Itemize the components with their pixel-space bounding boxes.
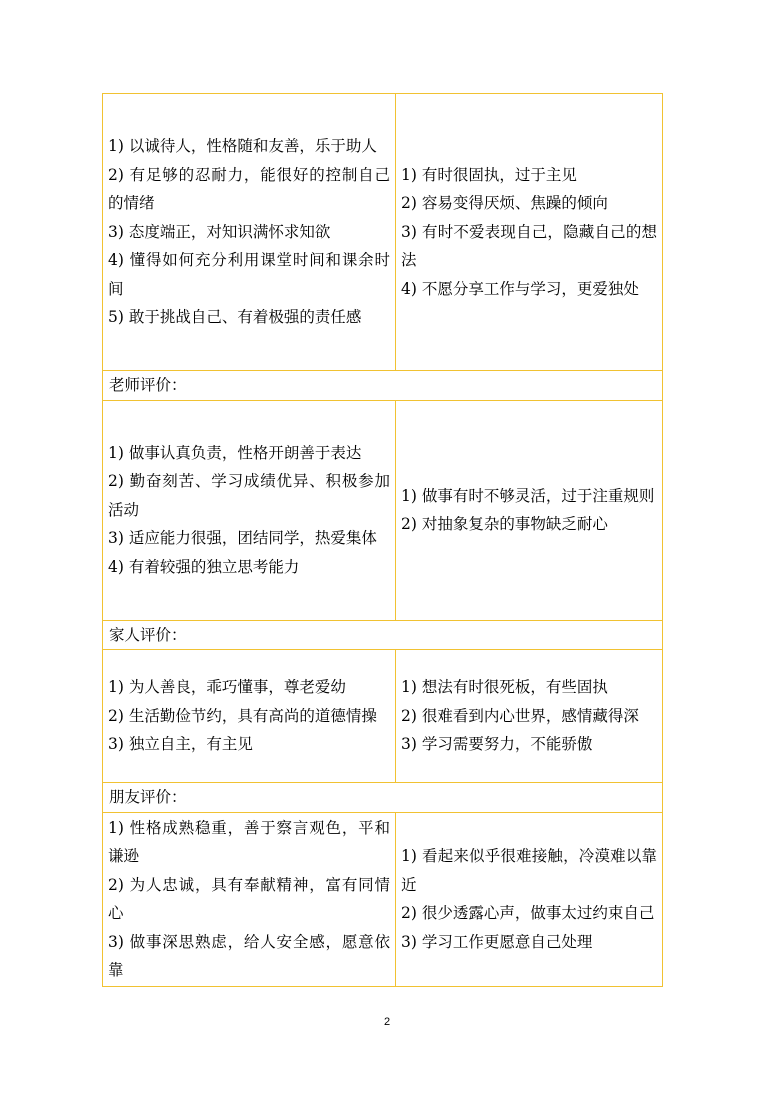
self-eval-row xyxy=(103,94,663,371)
list-item: 1) 以诚待人，性格随和友善，乐于助人 xyxy=(108,137,377,156)
list-item: 1) 做事认真负责，性格开朗善于表达 xyxy=(108,443,362,462)
list-item: 4) 懂得如何充分利用课堂时间和课余时间 xyxy=(108,251,390,298)
family-eval-header: 家人评价： xyxy=(103,620,663,650)
list-item: 4) 不愿分享工作与学习，更爱独处 xyxy=(401,279,639,298)
list-item: 2) 很少透露心声，做事太过约束自己 xyxy=(401,904,655,922)
list-item: 2) 有足够的忍耐力，能很好的控制自己的情绪 xyxy=(108,165,390,213)
list-item: 3) 学习工作更愿意自己处理 xyxy=(401,932,593,951)
teacher-header-row xyxy=(103,371,663,401)
list-item: 3) 独立自主，有主见 xyxy=(108,735,253,754)
family-eval-row xyxy=(103,650,663,783)
self-strengths-cell xyxy=(103,94,396,371)
teacher-eval-row xyxy=(103,400,663,620)
family-weaknesses-cell xyxy=(396,650,663,783)
list-item: 3) 学习需要努力，不能骄傲 xyxy=(401,735,593,754)
list-item: 1) 有时很固执，过于主见 xyxy=(401,165,577,184)
list-item: 2) 勤奋刻苦、学习成绩优异、积极参加活动 xyxy=(108,472,390,519)
family-strengths-cell xyxy=(103,650,396,783)
list-item: 2) 对抽象复杂的事物缺乏耐心 xyxy=(401,515,608,533)
friends-eval-header: 朋友评价： xyxy=(103,783,663,813)
list-item: 2) 很难看到内心世界，感情藏得深 xyxy=(401,706,639,725)
list-item: 1) 想法有时很死板，有些固执 xyxy=(401,678,608,697)
list-item: 1) 为人善良，乖巧懂事，尊老爱幼 xyxy=(108,678,346,697)
friends-weaknesses-cell xyxy=(396,812,663,986)
list-item: 1) 看起来似乎很难接触，冷漠难以靠近 xyxy=(401,847,657,894)
list-item: 4) 有着较强的独立思考能力 xyxy=(108,557,300,576)
page-number: 2 xyxy=(383,1016,391,1028)
teacher-weaknesses-cell xyxy=(396,400,663,620)
teacher-strengths-cell xyxy=(103,400,396,620)
list-item: 3) 适应能力很强，团结同学，热爱集体 xyxy=(108,529,377,548)
self-weaknesses-cell xyxy=(396,94,663,371)
list-item: 5) 敢于挑战自己、有着极强的责任感 xyxy=(108,308,362,327)
list-item: 2) 容易变得厌烦、焦躁的倾向 xyxy=(401,194,608,213)
family-header-row xyxy=(103,620,663,650)
teacher-eval-header: 老师评价： xyxy=(103,371,663,401)
evaluation-table xyxy=(102,93,663,987)
list-item: 2) 为人忠诚，具有奉献精神，富有同情心 xyxy=(108,875,390,922)
list-item: 3) 态度端正，对知识满怀求知欲 xyxy=(108,222,331,241)
friends-strengths-cell xyxy=(103,812,396,986)
list-item: 1) 性格成熟稳重，善于察言观色，平和谦逊 xyxy=(108,818,390,865)
list-item: 2) 生活勤俭节约，具有高尚的道德情操 xyxy=(108,706,377,725)
list-item: 1) 做事有时不够灵活，过于注重规则 xyxy=(401,486,655,505)
list-item: 3) 有时不爱表现自己，隐藏自己的想法 xyxy=(401,222,657,270)
friends-header-row xyxy=(103,783,663,813)
friends-eval-row xyxy=(103,812,663,986)
list-item: 3) 做事深思熟虑，给人安全感，愿意依靠 xyxy=(108,932,390,979)
